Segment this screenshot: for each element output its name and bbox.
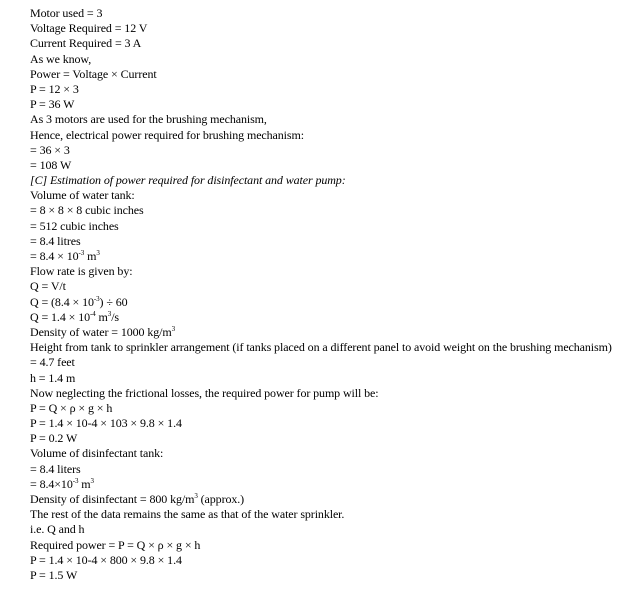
line-text: Q = (8.4 × 10	[30, 294, 94, 309]
line-text: Voltage Required = 12 V	[30, 21, 148, 36]
line-text: P = 0.2 W	[30, 431, 78, 446]
document-line	[30, 264, 635, 279]
line-text: = 108 W	[30, 157, 72, 172]
document-line	[30, 477, 635, 492]
superscript: 3	[96, 249, 100, 257]
line-text: Volume of disinfectant tank:	[30, 446, 164, 461]
line-text: Required power = P = Q × ρ × g × h	[30, 537, 201, 552]
line-text: Flow rate is given by:	[30, 264, 133, 279]
line-text: Motor used = 3	[30, 6, 103, 20]
line-text: = 4.7 feet	[30, 355, 75, 370]
document-line	[30, 401, 635, 416]
line-text: [C] Estimation of power required for disinfectant and water pump:	[30, 173, 346, 188]
line-text: As we know,	[30, 51, 92, 66]
line-text: (approx.)	[197, 492, 245, 506]
document-line	[30, 143, 635, 158]
line-text: P = 12 × 3	[30, 81, 79, 96]
line-text: m	[78, 476, 91, 491]
superscript: -3	[78, 249, 85, 257]
superscript: -4	[90, 309, 96, 318]
line-text: Now neglecting the frictional losses, the required power for pump will be:	[30, 385, 379, 400]
document-line	[30, 507, 635, 522]
document-line	[30, 36, 635, 51]
document-line	[30, 6, 635, 21]
line-text: As 3 motors are used for the brushing mechanism,	[30, 112, 267, 127]
document-line	[30, 21, 635, 36]
line-text: Density of water = 1000 kg/m	[30, 324, 172, 339]
line-text: P = 36 W	[30, 97, 75, 112]
document-line	[30, 325, 635, 340]
line-text: = 8.4 liters	[30, 461, 81, 476]
document-line	[30, 492, 635, 507]
document-line	[30, 568, 635, 583]
document-line	[30, 310, 635, 325]
line-text: = 512 cubic inches	[30, 218, 119, 233]
document-line	[30, 128, 635, 143]
document-line	[30, 249, 635, 264]
document-line	[30, 188, 635, 203]
line-text: /s	[111, 309, 120, 324]
line-text: i.e. Q and h	[30, 522, 85, 537]
superscript: -3	[93, 294, 100, 303]
line-text: = 8.4 × 10	[30, 249, 79, 263]
document-line	[30, 386, 635, 401]
line-text: P = Q × ρ × g × h	[30, 400, 113, 415]
document-line	[30, 203, 635, 218]
line-text: Volume of water tank:	[30, 188, 135, 203]
line-text: = 8.4×10	[30, 476, 73, 491]
document-line	[30, 112, 635, 127]
line-text: = 8 × 8 × 8 cubic inches	[30, 203, 144, 218]
line-text: Q = V/t	[30, 279, 66, 294]
line-text: Q = 1.4 × 10	[30, 309, 91, 324]
line-text: ) ÷ 60	[99, 294, 128, 309]
line-text: Density of disinfectant = 800 kg/m	[30, 492, 195, 506]
line-text: P = 1.4 × 10-4 × 800 × 9.8 × 1.4	[30, 552, 182, 567]
document-line	[30, 279, 635, 294]
document-line	[30, 82, 635, 97]
document-line	[30, 416, 635, 431]
document-body	[30, 6, 635, 583]
superscript: 3	[90, 476, 94, 485]
document-line	[30, 67, 635, 82]
document-line	[30, 340, 635, 355]
document-line	[30, 219, 635, 234]
document-line	[30, 462, 635, 477]
line-text: m	[95, 309, 108, 324]
document-line	[30, 522, 635, 537]
document-line	[30, 355, 635, 370]
document-line	[30, 553, 635, 568]
line-text: P = 1.5 W	[30, 567, 78, 582]
document-line	[30, 52, 635, 67]
document-line	[30, 371, 635, 386]
line-text: Hence, electrical power required for brushing mechanism:	[30, 127, 304, 142]
line-text: Power = Voltage × Current	[30, 66, 157, 81]
line-text: m	[84, 249, 97, 263]
document-line	[30, 97, 635, 112]
line-text: = 8.4 litres	[30, 233, 81, 248]
line-text: P = 1.4 × 10-4 × 103 × 9.8 × 1.4	[30, 416, 182, 431]
document-line	[30, 158, 635, 173]
document-line	[30, 295, 635, 310]
line-text: The rest of the data remains the same as that of the water sprinkler.	[30, 507, 345, 522]
superscript: 3	[194, 492, 198, 500]
superscript: -3	[72, 476, 79, 485]
line-text: Current Required = 3 A	[30, 36, 142, 51]
document-line	[30, 446, 635, 461]
section-heading	[30, 173, 635, 188]
line-text: Height from tank to sprinkler arrangement (if tanks placed on a different panel to avoid weight on the brushing mechanism)	[30, 340, 612, 355]
superscript: 3	[171, 324, 176, 333]
line-text: = 36 × 3	[30, 142, 70, 157]
document-line	[30, 431, 635, 446]
superscript: 3	[107, 309, 112, 318]
line-text: h = 1.4 m	[30, 370, 76, 385]
document-line	[30, 234, 635, 249]
document-line	[30, 538, 635, 553]
